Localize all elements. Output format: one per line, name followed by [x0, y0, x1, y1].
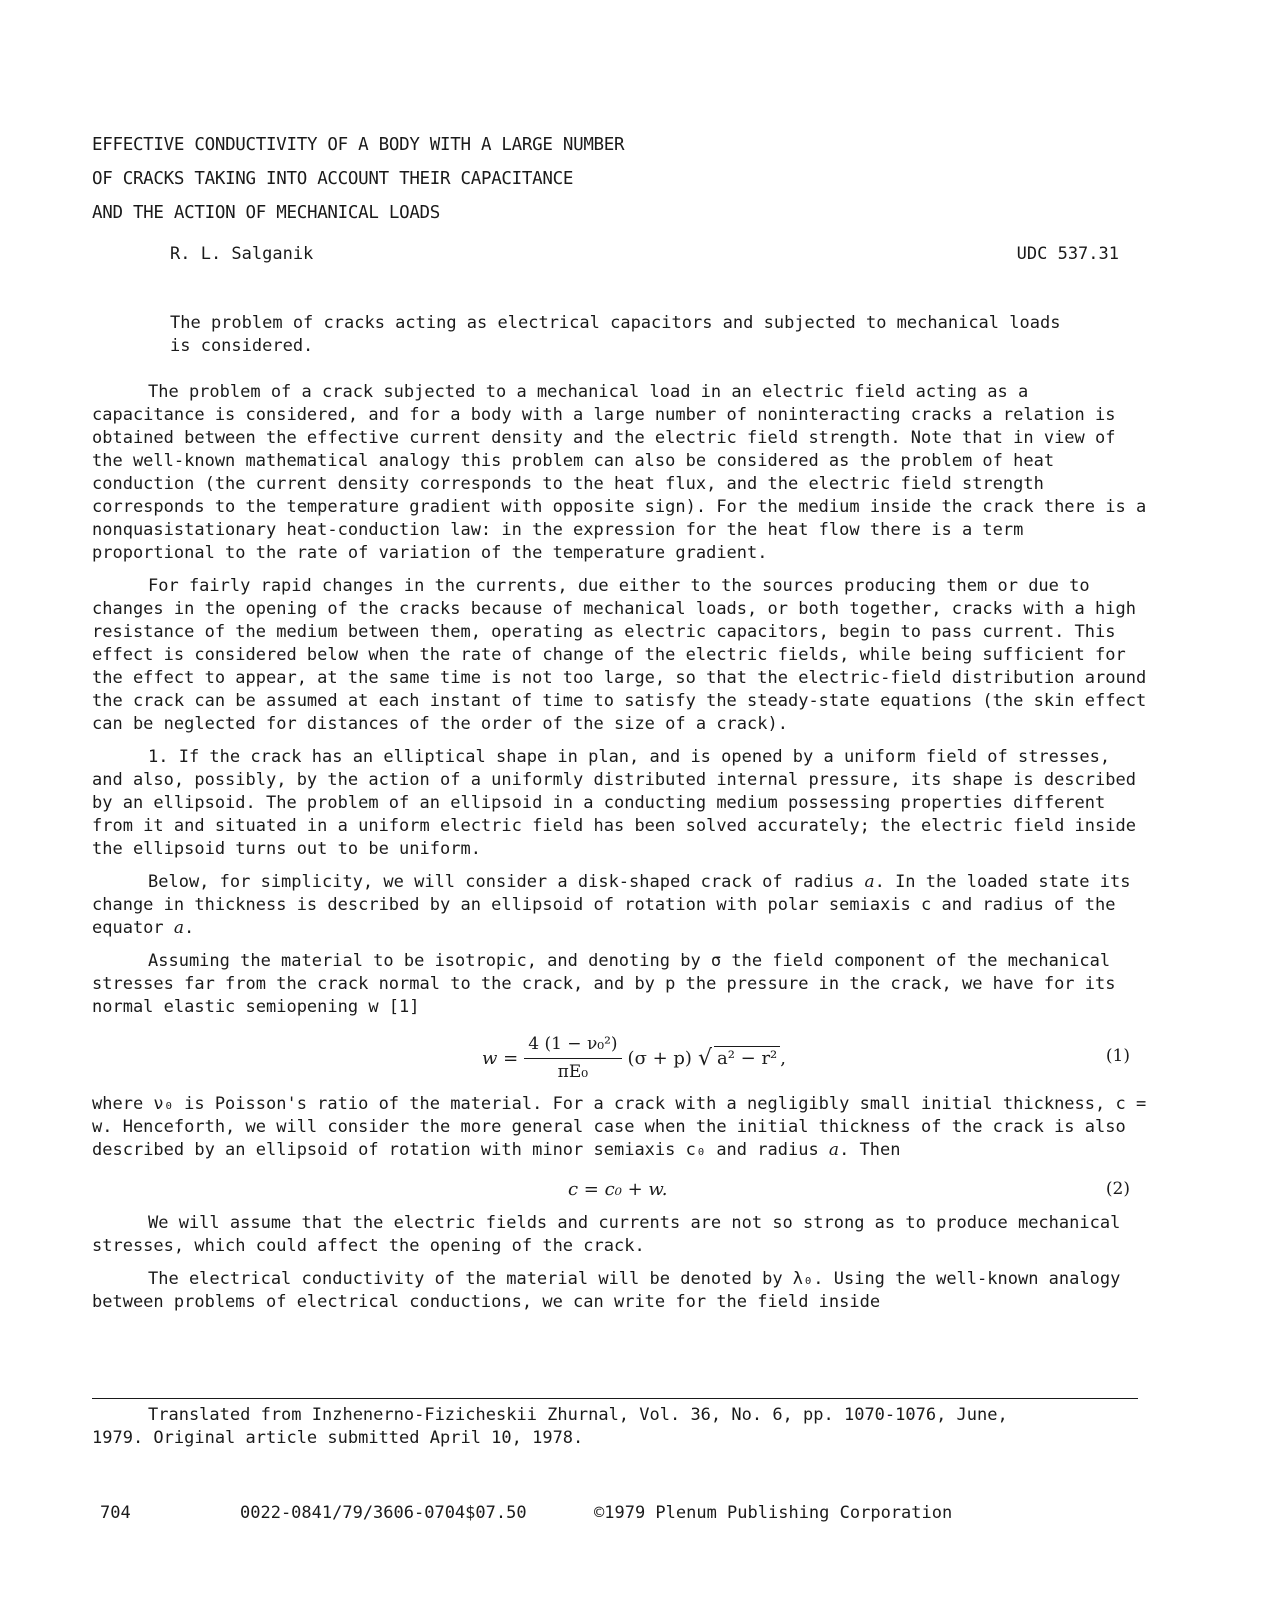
paragraph: Assuming the material to be isotropic, and denoting by σ the field component of the mechanical stresses far from the crack normal to the crack, and by p the pressure in the crack, we have for its normal elastic semiopening w [1] — [92, 951, 1116, 1017]
paragraph: The problem of a crack subjected to a mechanical load in an electric field acting as a capacitance is considered, and for a body with a large number of noninteracting cracks a relation is obtained between the effective current density and the electric field strength. Note that in view of the well-known mathematical analogy this problem can also be considered as the problem of heat conduction (the current density corresponds to the heat flux, and the electric field strength corresponds to the temperature gradient with opposite sign). For the medium inside the crack there is a nonquasistationary heat-conduction law: in the expression for the heat flow there is a term proportional to the rate of variation of the temperature gradient. — [92, 382, 1147, 563]
footnote-divider — [92, 1398, 1138, 1399]
author: R. L. Salganik — [170, 244, 314, 264]
equation-2 — [92, 1172, 1150, 1206]
equation-1 — [92, 1029, 1150, 1087]
eq1-lhs: w = — [482, 1047, 519, 1069]
paragraph: where ν₀ is Poisson's ratio of the material. For a crack with a negligibly small initial thickness, c = w. Henceforth, we will consider the more general case when the initial thickness of the crack is also described by an ellipsoid of rotation with minor semiaxis c₀ and radius a. Then — [92, 1094, 1147, 1160]
eq2-body: c = c₀ + w. — [568, 1178, 668, 1200]
abstract: The problem of cracks acting as electrical capacitors and subjected to mechanical loads is considered. — [170, 313, 1061, 356]
copyright: ©1979 Plenum Publishing Corporation — [594, 1503, 953, 1523]
paragraph: We will assume that the electric fields and currents are not so strong as to produce mechanical stresses, which could affect the opening of the crack. — [92, 1213, 1121, 1256]
footnote — [92, 1404, 1152, 1450]
eq1-sqrt-arg: a² − r² — [714, 1046, 780, 1070]
body-text — [92, 381, 1150, 1324]
eq1-tail: , — [780, 1047, 786, 1069]
eq1-fraction — [524, 1033, 621, 1084]
eq1-sqrt-sign: √ — [697, 1045, 712, 1071]
article-code: 0022-0841/79/3606-0704$07.50 — [240, 1503, 527, 1523]
udc-code: UDC 537.31 — [1016, 244, 1119, 264]
equation-number: (1) — [1105, 1046, 1130, 1066]
paragraph: For fairly rapid changes in the currents, due either to the sources producing them or due to changes in the opening of the cracks because of mechanical loads, or both together, cracks with a high resistance of the medium between them, operating as electric capacitors, begin to pass current. This effect is considered below when the rate of change of the electric fields, while being sufficient for the effect to appear, at the same time is not too large, so that the electric-field distribution around the crack can be assumed at each instant of time to satisfy the steady-state equations (the skin effect can be neglected for distances of the order of the size of a crack). — [92, 576, 1147, 734]
eq1-numerator: 4 (1 − ν₀²) — [524, 1033, 621, 1059]
footnote-line: Translated from Inzhenerno-Fizicheskii Zhurnal, Vol. 36, No. 6, pp. 1070-1076, June, — [148, 1405, 1008, 1425]
paper-title — [92, 128, 624, 230]
title-line: OF CRACKS TAKING INTO ACCOUNT THEIR CAPACITANCE — [92, 169, 574, 189]
eq1-denominator: πE₀ — [557, 1061, 589, 1082]
title-line: AND THE ACTION OF MECHANICAL LOADS — [92, 203, 441, 223]
paragraph: The electrical conductivity of the material will be denoted by λ₀. Using the well-known analogy between problems of electrical conductions, we can write for the field inside — [92, 1269, 1121, 1312]
eq1-mid: (σ + p) — [627, 1047, 692, 1069]
paragraph: 1. If the crack has an elliptical shape in plan, and is opened by a uniform field of stresses, and also, possibly, by the action of a uniformly distributed internal pressure, its shape is described by an ellipsoid. The problem of an ellipsoid in a conducting medium possessing properties different from it and situated in a uniform electric field has been solved accurately; the electric field inside the ellipsoid turns out to be uniform. — [92, 747, 1136, 859]
footnote-line: 1979. Original article submitted April 10, 1978. — [92, 1428, 584, 1448]
title-line: EFFECTIVE CONDUCTIVITY OF A BODY WITH A LARGE NUMBER — [92, 135, 625, 155]
paragraph: Below, for simplicity, we will consider a disk-shaped crack of radius a. In the loaded state its change in thickness is described by an ellipsoid of rotation with polar semiaxis c and radius of the equator a. — [92, 872, 1131, 938]
equation-number: (2) — [1105, 1179, 1130, 1199]
page-number: 704 — [100, 1503, 131, 1523]
